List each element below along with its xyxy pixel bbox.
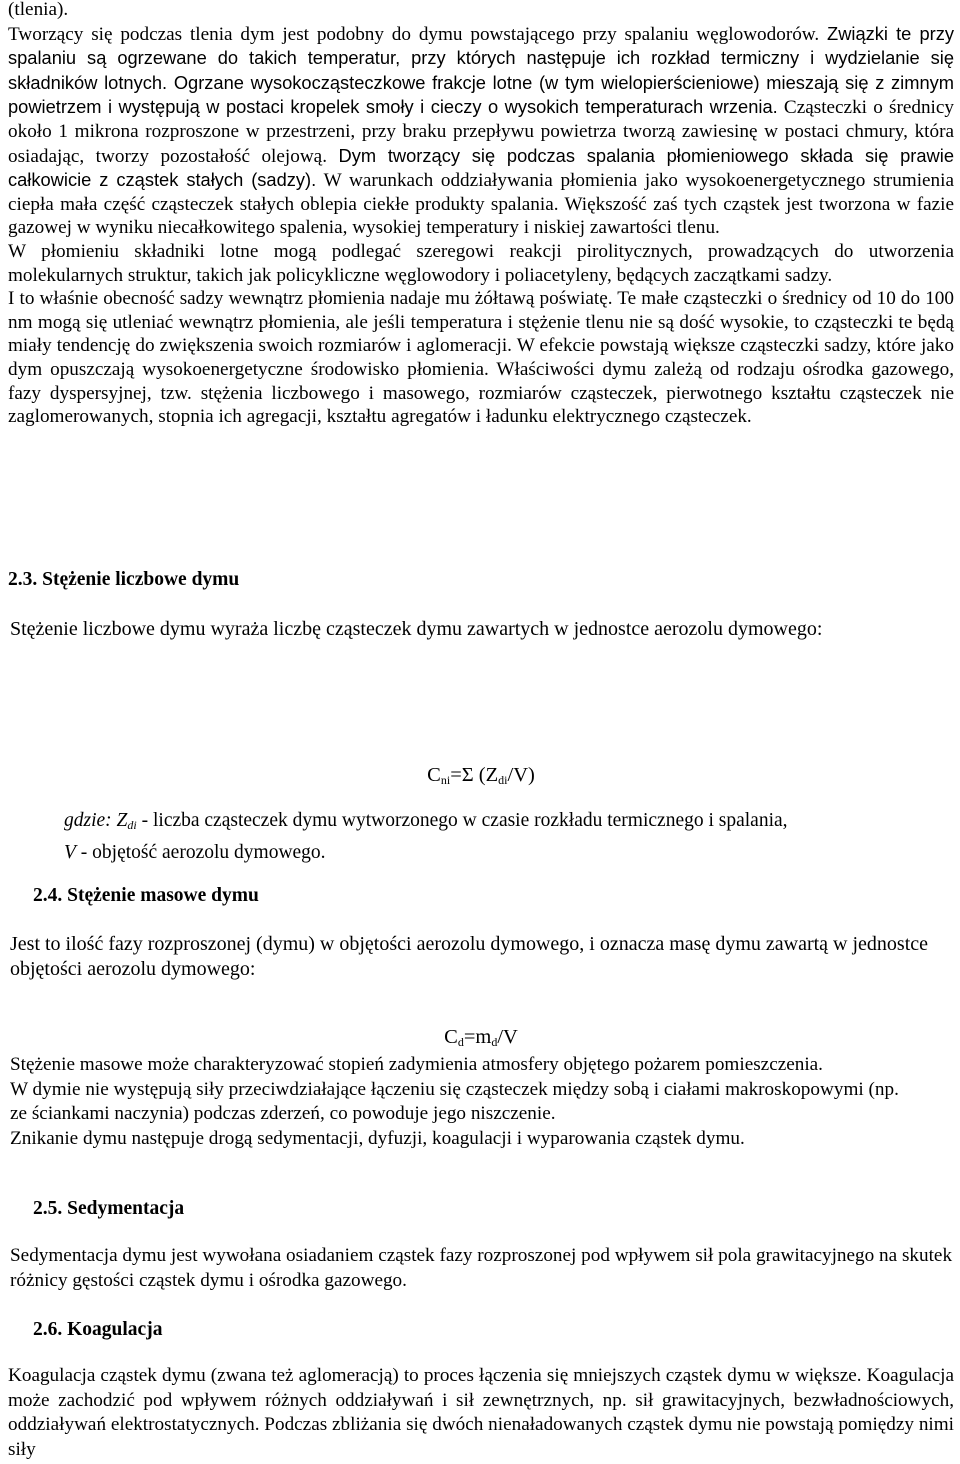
line-tlenia: (tlenia). [8, 0, 69, 20]
formula-legend [64, 807, 954, 867]
text-segment: Tworzący się podczas tlenia dym jest podobny do dymu powstającego przy spalaniu węglowodorów. [8, 23, 820, 45]
text-segment-sans: Związki te przy spalaniu są ogrzewane do takich temperatur, przy których następuje ich rozkład termiczny i wydzielanie się składników lotnych. Ogrzane wysokocząsteczkowe frakcje lotne (w tym wielopierścieniowe) mieszają się z zimnym powietrzem i występują w postaci kropelek smoły i cieczy o wysokich temperaturach wrzenia. [8, 22, 954, 118]
text-segment: W warunkach oddziaływania płomienia jako wysokoenergetycznego strumienia ciepła mała część cząsteczek stałych oblepia ciekłe produkty spalania. Większość zaś tych cząstek jest tworzona w fazie gazowej w wyniku niecałkowitego spalenia, wysokiej temperatury i niskiej zawartości tlenu. [8, 170, 954, 239]
legend-z: gdzie: $Z_{di}$ - liczba cząsteczek dymu wytworzonego w czasie rozkładu termicznego i spalania, [64, 810, 788, 832]
paragraph-znikanie: Znikanie dymu następuje drogą sedymentacji, dyfuzji, koagulacji i wyparowania cząstek dymu. [10, 1127, 745, 1149]
paragraph-stopien-zadymienia: Stężenie masowe może charakteryzować stopień zadymienia atmosfery objętego pożarem pomieszczenia. [10, 1054, 823, 1075]
text-segment-sans: Dym tworzący się podczas spalania płomieniowego składa się prawie całkowicie z cząstek stałych (sadzy). [8, 144, 954, 191]
section-heading-2-6: 2.6. Koagulacja [33, 1319, 163, 1340]
section-2-3-intro: Stężenie liczbowe dymu wyraża liczbę cząsteczek dymu zawartych w jednostce aerozolu dymowego: [10, 618, 823, 640]
legend-v: V - objętość aerozolu dymowego. [64, 842, 326, 863]
section-heading-2-4: 2.4. Stężenie masowe dymu [33, 885, 259, 906]
section-heading-2-5: 2.5. Sedymentacja [33, 1198, 185, 1219]
section-2-5-text: Sedymentacja dymu jest wywołana osiadaniem cząstek fazy rozproszonej pod wpływem sił pola grawitacyjnego na skutek różnicy gęstości cząstek dymu i ośrodka gazowego. [10, 1245, 953, 1291]
section-2-6-text: Koagulacja cząstek dymu (zwana też aglomeracją) to proces łączenia się mniejszych cząstek dymu w większe. Koagulacja może zachodzić pod wpływem różnych oddziaływań i sił zewnętrznych, np. sił grawitacyjnych, bezwładnościowych, oddziaływań elektrostatycznych. Podczas zbliżania się dwóch nienaładowanych cząstek dymu nie powstają pomiędzy nimi siły [8, 1365, 954, 1460]
intro-paragraph [8, 0, 954, 429]
paragraph-sily: W dymie nie występują siły przeciwdziałające łączeniu się cząsteczek między sobą i ciałami makroskopowymi (np. ze ściankami naczynia) podczas zderzeń, co powoduje jego niszczenie. [10, 1078, 899, 1124]
section-2-4-body [10, 1053, 930, 1151]
text-segment: Cząsteczki o średnicy około 1 mikrona rozproszone w przestrzeni, przy braku przepływu powietrza tworzą zawiesinę w postaci chmury, która osiadając, tworzy pozostałość olejową. [8, 97, 954, 167]
section-heading-2-3: 2.3. Stężenie liczbowe dymu [8, 569, 240, 590]
paragraph-dym-tlenia [8, 22, 954, 240]
paragraph-sadza: I to właśnie obecność sadzy wewnątrz płomienia nadaje mu żółtawą poświatę. Te małe cząsteczki o średnicy od 10 do 100 nm mogą się utleniać wewnątrz płomienia, ale jeśli temperatura i stężenie tlenu nie są dość wysokie, to cząsteczki te będą miały tendencję do zwiększenia swoich rozmiarów i aglomeracji. W efekcie powstają większe cząsteczki sadzy, które jako dym opuszczają wysokoenergetyczne środowisko płomienia. Właściwości dymu zależą od rodzaju ośrodka gazowego, fazy dyspersyjnej, tzw. stężenia liczbowego i masowego, rozmiarów cząsteczek, pierwotnego kształtu cząsteczek nie zaglomerowanych, stopnia ich agregacji, kształtu agregatów i ładunku elektrycznego cząsteczek. [8, 288, 954, 428]
formula-mass-concentration: $C_d=m_d/V$ [444, 1026, 518, 1049]
paragraph-plomien: W płomieniu składniki lotne mogą podlegać szeregowi reakcji pirolitycznych, prowadzących do utworzenia molekularnych struktur, takich jak policykliczne węglowodory i poliacetyleny, będących zaczątkami sadzy. [8, 240, 954, 286]
section-2-4-intro: Jest to ilość fazy rozproszonej (dymu) w objętości aerozolu dymowego, i oznacza masę dymu zawartą w jednostce objętości aerozolu dymowego: [10, 933, 929, 980]
formula-number-concentration: $C_{ni}=\Sigma$ $(Z_{di}/V)$ [427, 764, 535, 787]
